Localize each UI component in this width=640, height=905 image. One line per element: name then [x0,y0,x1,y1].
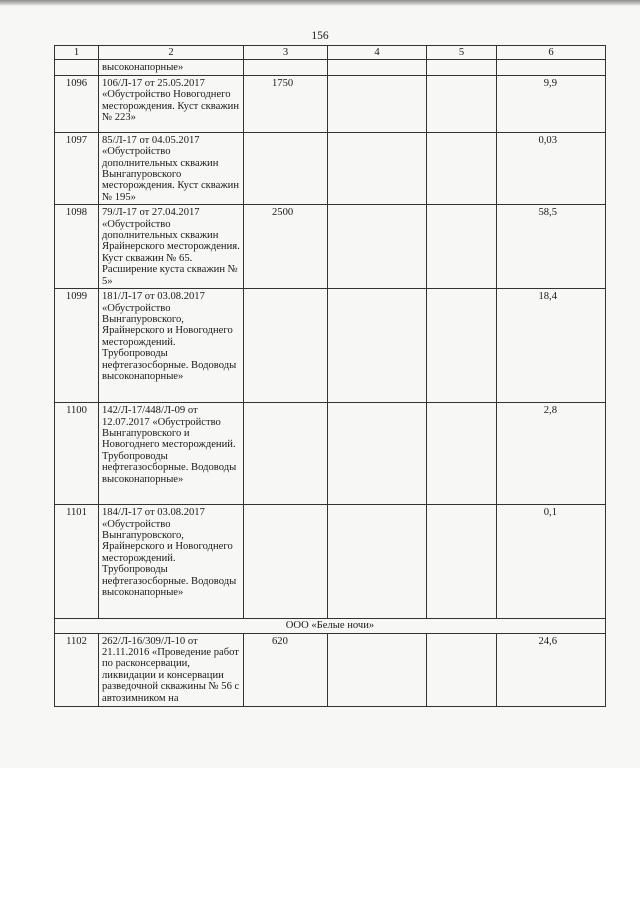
table-row [55,75,606,132]
table-row [55,633,606,706]
row-value: 2,8 [497,403,606,505]
row-description: 181/Л-17 от 03.08.2017 «Обустройство Вынгапуровского, Ярайнерского и Новогоднего месторождений. Трубопроводы нефтегазосборные. Водоводы высоконапорные» [99,289,244,403]
row-number: 1100 [55,403,99,505]
header-cell: 5 [427,46,497,60]
row-value: 9,9 [497,75,606,132]
row-value: 620 [244,633,328,706]
row-value [427,205,497,289]
data-table [54,45,606,707]
row-value: 24,6 [497,633,606,706]
row-description: 106/Л-17 от 25.05.2017 «Обустройство Новогоднего месторождения. Куст скважин № 223» [99,75,244,132]
row-value: 0,03 [497,132,606,204]
header-cell: 1 [55,46,99,60]
row-value: 18,4 [497,289,606,403]
header-cell: 2 [99,46,244,60]
header-row [55,46,606,60]
row-value [328,403,427,505]
table-row [55,132,606,204]
section-row [55,619,606,633]
row-value [244,132,328,204]
header-cell: 3 [244,46,328,60]
row-value [328,132,427,204]
table-row [55,505,606,619]
row-description: 184/Л-17 от 03.08.2017 «Обустройство Вынгапуровского, Ярайнерского и Новогоднего месторождений. Трубопроводы нефтегазосборные. Водоводы высоконапорные» [99,505,244,619]
row-value [427,75,497,132]
header-cell: 6 [497,46,606,60]
row-value: 1750 [244,75,328,132]
row-number: 1099 [55,289,99,403]
row-value [427,289,497,403]
row-value: 2500 [244,205,328,289]
row-value: 0,1 [497,505,606,619]
row-value [427,403,497,505]
row-value [328,205,427,289]
row-number: 1098 [55,205,99,289]
row-value [328,289,427,403]
row-value [244,505,328,619]
row-value [328,75,427,132]
table-row [55,403,606,505]
row-value [427,633,497,706]
row-value: 58,5 [497,205,606,289]
row-value [328,505,427,619]
row-number: 1096 [55,75,99,132]
row-value [427,132,497,204]
header-cell: 4 [328,46,427,60]
row-description: 85/Л-17 от 04.05.2017 «Обустройство дополнительных скважин Вынгапуровского месторождения. Куст скважин № 195» [99,132,244,204]
row-number: 1101 [55,505,99,619]
table-row [55,205,606,289]
section-title: ООО «Белые ночи» [55,619,606,633]
continuation-row [55,60,606,75]
row-value [427,505,497,619]
page-number: 156 [311,30,329,42]
row-description: 79/Л-17 от 27.04.2017 «Обустройство дополнительных скважин Ярайнерского месторождения. Куст скважин № 65. Расширение куста скважин № 5» [99,205,244,289]
row-value [328,633,427,706]
row-number: 1102 [55,633,99,706]
row-value [244,289,328,403]
row-description: 262/Л-16/309/Л-10 от 21.11.2016 «Проведение работ по расконсервации, ликвидации и консервации разведочной скважины № 56 с автозимником на [99,633,244,706]
row-number: 1097 [55,132,99,204]
table-row [55,289,606,403]
continuation-text: высоконапорные» [99,60,244,75]
row-description: 142/Л-17/448/Л-09 от 12.07.2017 «Обустройство Вынгапуровского и Новогоднего месторождений. Трубопроводы нефтегазосборные. Водоводы высоконапорные» [99,403,244,505]
scan-edge [0,0,640,6]
row-value [244,403,328,505]
